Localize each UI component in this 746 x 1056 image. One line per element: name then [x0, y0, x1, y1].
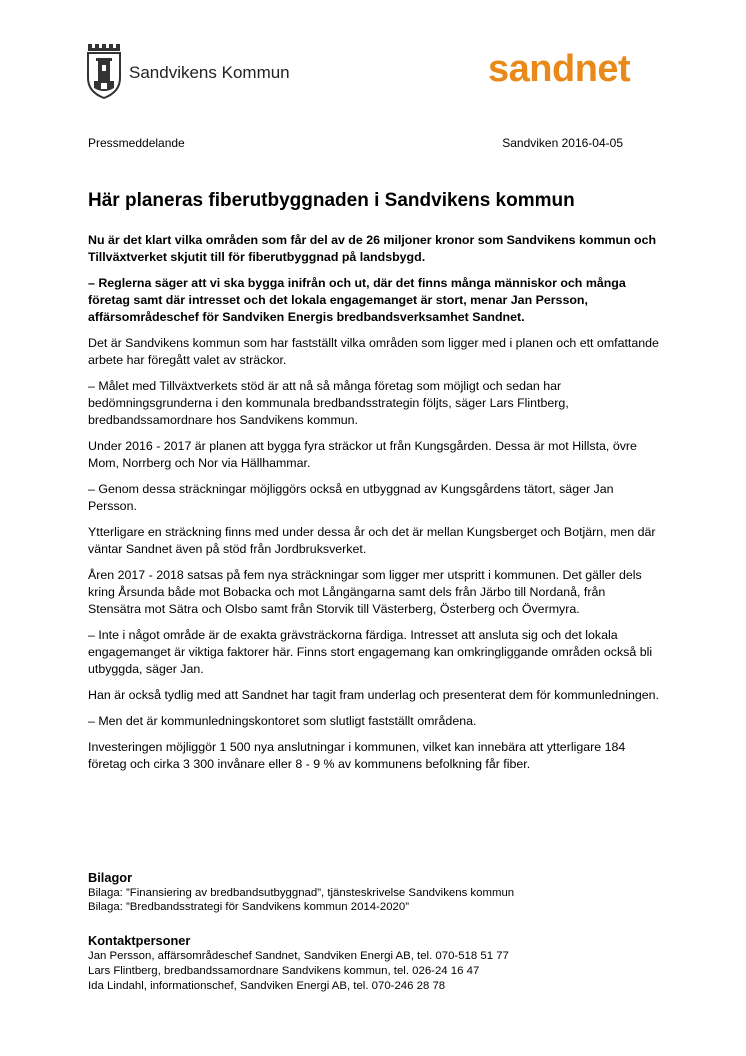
- body-paragraph: – Men det är kommunledningskontoret som slutligt fastställt områdena.: [88, 714, 477, 728]
- press-release-body: [88, 232, 660, 782]
- attachments-section: [88, 870, 660, 914]
- contacts-section: [88, 933, 660, 994]
- body-paragraph: Åren 2017 - 2018 satsas på fem nya sträckningar som ligger mer utspritt i kommunen. Det gäller dels kring Årsunda både mot Bobacka och mot Långängarna samt dels från Järbo till Nordanå, från Stensätra mot Sätra och Olsbo samt från Storvik till Västerberg, Österberg och Övermyra.: [88, 568, 642, 616]
- sandnet-logo: sandnet: [488, 48, 631, 90]
- body-paragraph: Ytterligare en sträckning finns med under dessa år och det är mellan Kungsberget och Botjärn, men där väntar Sandnet även på stöd från Jordbruksverket.: [88, 525, 656, 556]
- contact-item: Ida Lindahl, informationschef, Sandviken Energi AB, tel. 070-246 28 78: [88, 980, 446, 992]
- attachment-item: Bilaga: ”Finansiering av bredbandsutbyggnad”, tjänsteskrivelse Sandvikens kommun: [88, 887, 515, 899]
- body-paragraph: Han är också tydlig med att Sandnet har tagit fram underlag och presenterat dem för kommunledningen.: [88, 688, 659, 702]
- body-paragraph: – Genom dessa sträckningar möjliggörs också en utbyggnad av Kungsgårdens tätort, säger Jan Persson.: [88, 482, 614, 513]
- body-paragraph: Investeringen möjliggör 1 500 nya anslutningar i kommunen, vilket kan innebära att ytterligare 184 företag och cirka 3 300 invånare eller 8 - 9 % av kommunens befolkning får fiber.: [88, 740, 626, 771]
- quote-paragraph: – Reglerna säger att vi ska bygga inifrån och ut, där det finns många människor och många företag samt där intresset och det lokala engagemanget är stort, menar Jan Persson, affärsområdeschef för Sandviken Energis bredbandsverksamhet Sandnet.: [88, 276, 626, 324]
- body-paragraph: Under 2016 - 2017 är planen att bygga fyra sträckor ut från Kungsgården. Dessa är mot Hillsta, övre Mom, Norrberg och Nor via Hällhammar.: [88, 439, 637, 470]
- body-paragraph: Det är Sandvikens kommun som har fastställt vilka områden som ligger med i planen och ett omfattande arbete har föregått valet av sträckor.: [88, 336, 659, 367]
- document-date: Sandviken 2016-04-05: [502, 136, 623, 150]
- page-title: Här planeras fiberutbyggnaden i Sandvikens kommun: [88, 190, 575, 211]
- attachment-item: Bilaga: ”Bredbandsstrategi för Sandvikens kommun 2014-2020”: [88, 901, 410, 913]
- contact-item: Jan Persson, affärsområdeschef Sandnet, Sandviken Energi AB, tel. 070-518 51 77: [88, 950, 509, 962]
- attachments-title: Bilagor: [88, 870, 133, 885]
- body-paragraph: – Målet med Tillväxtverkets stöd är att nå så många företag som möjligt och sedan har bedömningsgrunderna i den kommunala bredbandsstrategin följts, säger Lars Flintberg, bredbandssamordnare hos Sandvikens kommun.: [88, 379, 569, 427]
- contact-item: Lars Flintberg, bredbandssamordnare Sandvikens kommun, tel. 026-24 16 47: [88, 965, 480, 977]
- sandvikens-kommun-logo: [86, 42, 316, 102]
- body-paragraph: – Inte i något område är de exakta grävsträckorna färdiga. Intresset att ansluta sig och det lokala engagemanget är viktiga faktorer här. Finns stort engagemang kan omkringliggande områden också bli utbyggda, säger Jan.: [88, 628, 653, 676]
- kommun-name: Sandvikens Kommun: [129, 63, 290, 82]
- lead-paragraph: Nu är det klart vilka områden som får del av de 26 miljoner kronor som Sandvikens kommun och Tillväxtverket skjutit till för fiberutbyggnad på landsbygd.: [88, 233, 657, 264]
- document-type: Pressmeddelande: [88, 136, 185, 150]
- sandviken-crest-icon: [86, 42, 124, 100]
- contacts-title: Kontaktpersoner: [88, 933, 191, 948]
